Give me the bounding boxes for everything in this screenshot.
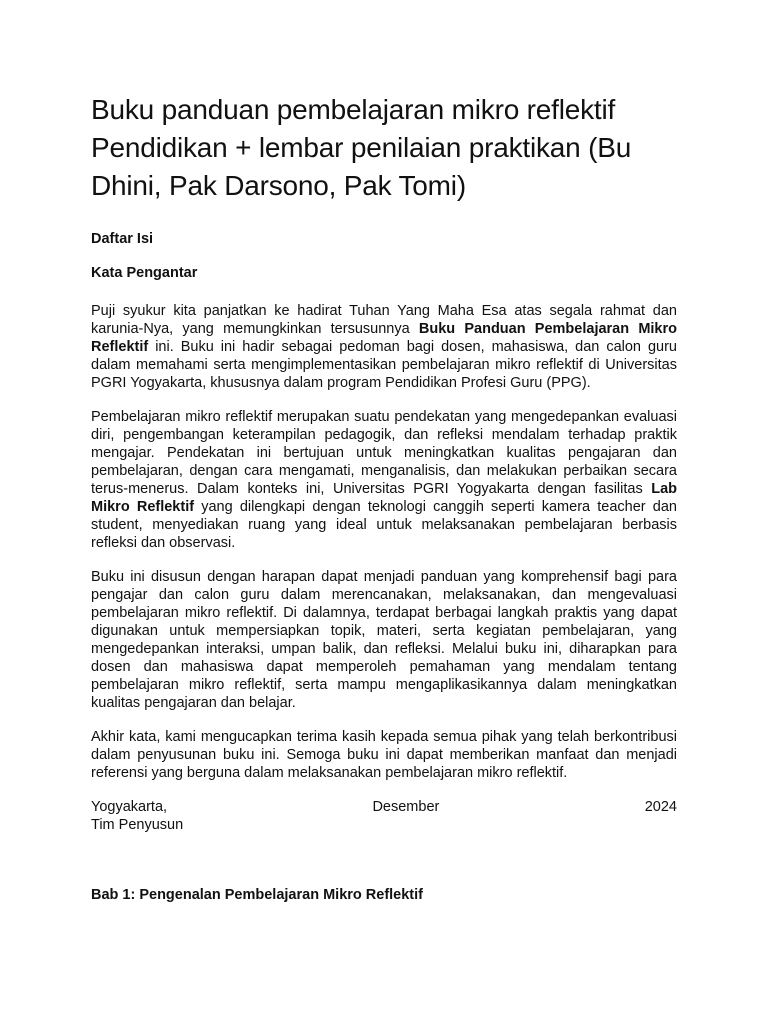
foreword-paragraph-3: Buku ini disusun dengan harapan dapat menjadi panduan yang komprehensif bagi para pengajar dan calon guru dalam merencanakan, melaksanakan, dan mengevaluasi pembelajaran mikro reflektif. Di dalamnya, terdapat berbagai langkah praktis yang dapat digunakan untuk mempersiapkan topik, materi, serta kegiatan pembelajaran, yang mengedepankan interaksi, umpan balik, dan refleksi. Melalui buku ini, diharapkan para dosen dan mahasiswa dapat memperoleh pemahaman yang mendalam tentang pembelajaran mikro reflektif, serta mampu mengaplikasikannya dalam meningkatkan kualitas pengajaran dan belajar. — [91, 569, 677, 711]
paragraph-text: yang dilengkapi dengan teknologi canggih seperti kamera teacher dan student, menyediakan ruang yang ideal untuk melaksanakan pembelajaran berbasis refleksi dan observasi. — [91, 499, 677, 551]
signature-team: Tim Penyusun — [91, 817, 184, 833]
bold-lab-name: Lab Mikro Reflektif — [91, 481, 677, 515]
signature-city: Yogyakarta, — [91, 799, 168, 815]
foreword-paragraph-2 — [91, 408, 677, 552]
paragraph-text: ini. Buku ini hadir sebagai pedoman bagi dosen, mahasiswa, dan calon guru dalam memahami serta mengimplementasikan pembelajaran mikro reflektif di Universitas PGRI Yogyakarta, khususnya dalam program Pendidikan Profesi Guru (PPG). — [91, 339, 677, 391]
paragraph-text: Puji syukur kita panjatkan ke hadirat Tuhan Yang Maha Esa atas segala rahmat dan karunia-Nya, yang memungkinkan tersusunnya — [91, 303, 677, 337]
document-title: Buku panduan pembelajaran mikro reflektif Pendidikan + lembar penilaian praktikan (Bu Dhini, Pak Darsono, Pak Tomi) — [91, 94, 632, 201]
signature-date-line — [91, 798, 677, 816]
signature-year: 2024 — [644, 799, 677, 815]
chapter-1-heading: Bab 1: Pengenalan Pembelajaran Mikro Reflektif — [91, 887, 423, 903]
foreword-paragraph-1 — [91, 302, 677, 392]
bold-book-title: Buku Panduan Pembelajaran Mikro Reflektif — [91, 321, 677, 355]
paragraph-text: Pembelajaran mikro reflektif merupakan suatu pendekatan yang mengedepankan evaluasi diri, pengembangan keterampilan pedagogik, dan refleksi mendalam terhadap praktik mengajar. Pendekatan ini bertujuan untuk meningkatkan kualitas pengajaran dan pembelajaran, dengan cara mengamati, menganalisis, dan melakukan perbaikan secara terus-menerus. Dalam konteks ini, Universitas PGRI Yogyakarta dengan fasilitas — [91, 409, 677, 497]
toc-heading: Daftar Isi — [91, 231, 154, 247]
signature-month: Desember — [372, 799, 440, 815]
foreword-heading: Kata Pengantar — [91, 265, 198, 281]
foreword-paragraph-4: Akhir kata, kami mengucapkan terima kasih kepada semua pihak yang telah berkontribusi dalam penyusunan buku ini. Semoga buku ini dapat memberikan manfaat dan menjadi referensi yang berguna dalam melaksanakan pembelajaran mikro reflektif. — [91, 729, 677, 781]
